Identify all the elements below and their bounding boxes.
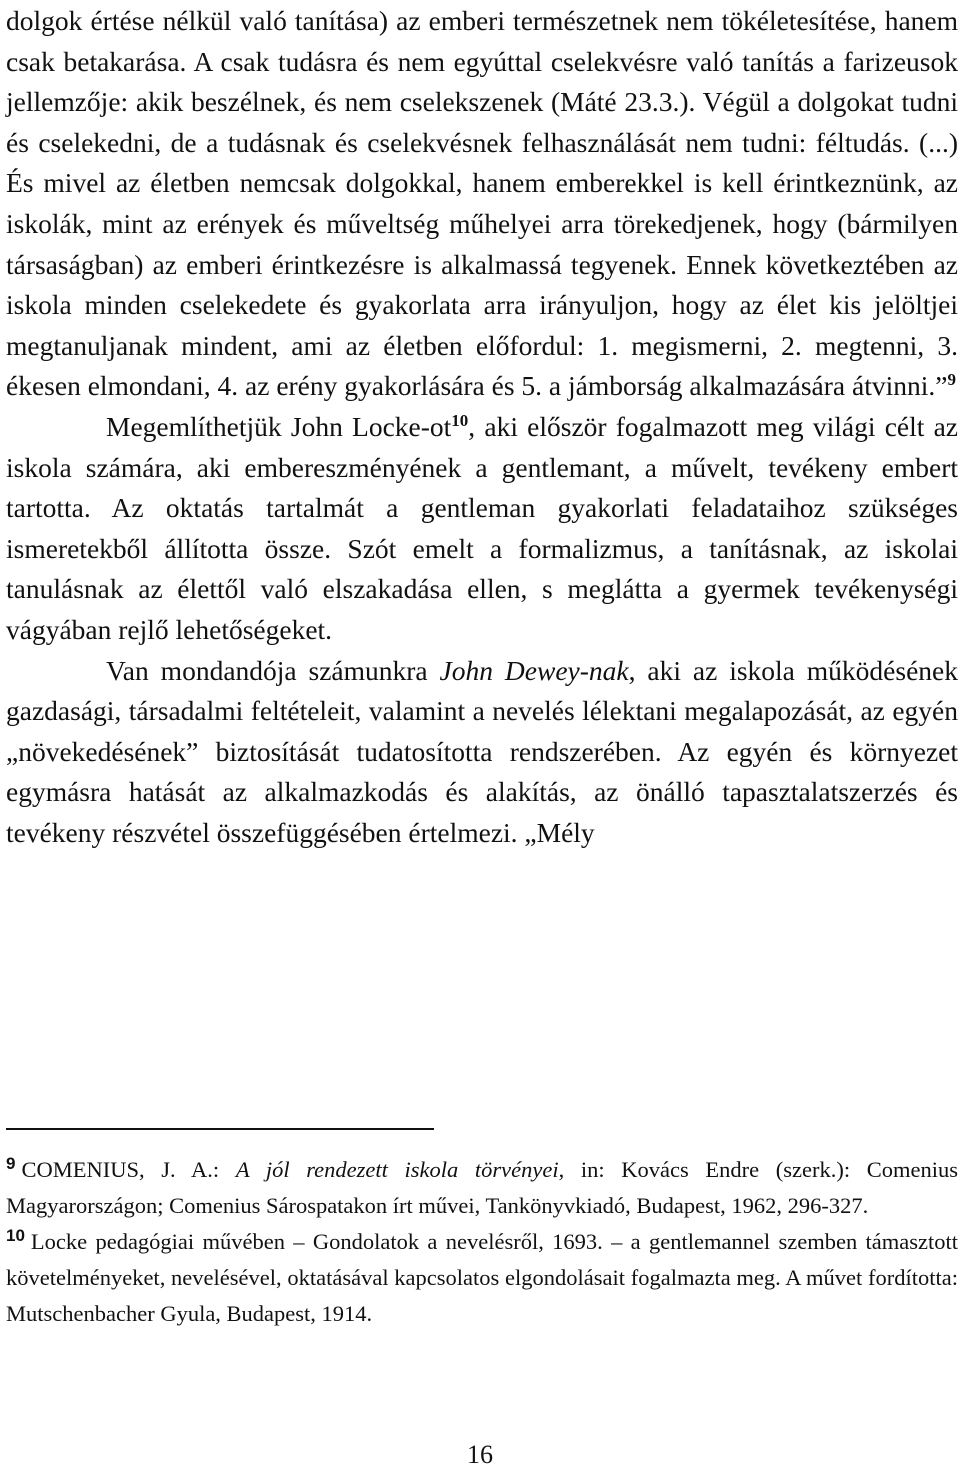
paragraph-locke (6, 407, 958, 651)
footnote-ref-10: 10 (451, 410, 469, 430)
paragraph-3-text-a: Van mondandója számunkra (106, 654, 440, 686)
footnote-number: 10 (6, 1225, 25, 1245)
footnote-separator (6, 1128, 434, 1130)
footnote-9 (6, 1152, 958, 1224)
footnote-number: 9 (6, 1153, 16, 1173)
body-text (6, 0, 958, 853)
footnote-citation: , in: Kovács Endre (szerk.): Comenius Magyarországon; Comenius Sárospatakon írt művei, Tankönyvkiadó, Budapest, 1962, 296-327. (6, 1157, 959, 1218)
page-number: 16 (467, 1440, 493, 1469)
paragraph-dewey (6, 651, 958, 854)
footnote-author: COMENIUS, J. A.: (21, 1157, 220, 1182)
dewey-name: John Dewey-nak (439, 654, 629, 686)
footnotes (6, 1152, 958, 1332)
document-page (6, 0, 959, 1326)
footnote-10 (6, 1224, 958, 1332)
footnote-title: A jól rendezett iskola törvényei (235, 1157, 559, 1182)
paragraph-1-text: dolgok értése nélkül való tanítása) az emberi természetnek nem tökéletesítése, hanem csak betakarása. A csak tudásra és nem egyúttal cselekvésre való tanítás a farizeusok jellemzője: akik beszélnek, és nem cselekszenek (Máté 23.3.). Végül a dolgokat tudni és cselekedni, de a tudásnak és cselekvésnek felhasználását nem tudni: féltudás. (...) És mivel az életben nemcsak dolgokkal, hanem emberekkel is kell érintkeznünk, az iskolák, mint az erények és műveltség műhelyei arra törekedjenek, hogy (bármilyen társaságban) az emberi érintkezésre is alkalmassá tegyenek. Ennek következtében az iskola minden cselekedete és gyakorlata arra irányuljon, hogy az élet kis jelöltjei megtanuljanak mindent, ami az életben előfordul: 1. megismerni, 2. megtenni, 3. ékesen elmondani, 4. az erény gyakorlására és 5. a jámborság alkalmazására átvinni.” (6, 5, 958, 402)
footnote-text: Locke pedagógiai művében – Gondolatok a nevelésről, 1693. – a gentlemannel szemben támasztott követelményeket, nevelésével, oktatásával kapcsolatos elgondolásait fogalmazta meg. A művet fordította: Mutschenbacher Gyula, Budapest, 1914. (6, 1229, 958, 1326)
footnote-ref-9: 9 (947, 370, 956, 390)
paragraph-comenius-quote (6, 1, 958, 407)
paragraph-2-text-a: Megemlíthetjük John Locke-ot (106, 410, 452, 442)
paragraph-3-text-b: , aki az iskola működésének gazdasági, társadalmi feltételeit, valamint a nevelés lélektani megalapozását, az egyén „növekedésének” biztosítását tudatosította rendszerében. Az egyén és környezet egymásra hatását az alkalmazkodás és alakítás, az önálló tapasztalatszerzés és tevékeny részvétel összefüggésében értelmezi. „Mély (6, 654, 958, 848)
paragraph-2-text-b: , aki először fogalmazott meg világi célt az iskola számára, aki embereszményének a gentlemant, a művelt, tevékeny embert tartotta. Az oktatás tartalmát a gentleman gyakorlati feladataihoz szükséges ismeretekből állította össze. Szót emelt a formalizmus, a tanításnak, az iskolai tanulásnak az élettől való elszakadása ellen, s meglátta a gyermek tevékenységi vágyában rejlő lehetőségeket. (6, 410, 958, 645)
